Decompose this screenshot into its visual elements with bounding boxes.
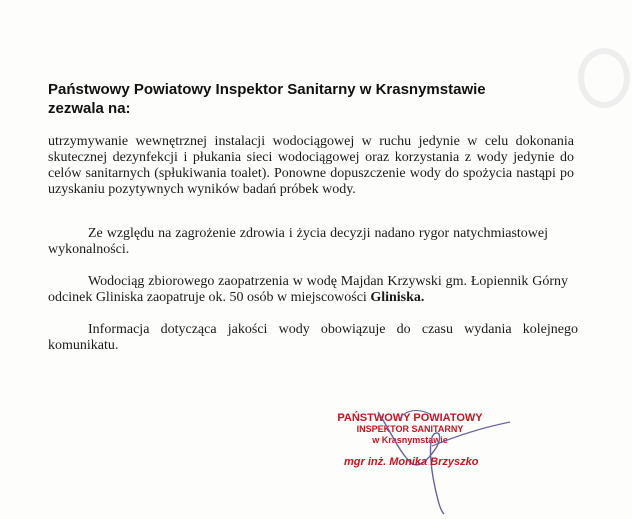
heading-authority: Państwowy Powiatowy Inspektor Sanitarny w Krasnymstawie	[48, 81, 486, 98]
stamp-line-2: INSPEKTOR SANITARNY	[356, 424, 464, 434]
signer-name: mgr inż. Monika Brzyszko	[344, 456, 479, 468]
stamp-line-1: PAŃSTWOWY POWIATOWY	[337, 412, 483, 424]
locality-name: Gliniska.	[370, 290, 425, 305]
waterworks-text: Wodociąg zbiorowego zaopatrzenia w wodę Majdan Krzywski gm. Łopiennik Górny odcinek Gliniska zaopatruje ok. 50 osób w miejscowości	[48, 274, 568, 305]
paragraph-permission: utrzymywanie wewnętrznej instalacji wodociągowej w ruchu jedynie w celu dokonania skutecznej dezynfekcji i płukania sieci wodociągowej oraz korzystania z wody jedynie do celów sanitarnych (spłukiwania toalet). Ponowne dopuszczenie wody do spożycia nastąpi po uzyskaniu pozytywnych wyników badań próbek wody.	[48, 134, 574, 197]
bleed-through-seal	[578, 48, 630, 108]
paragraph-validity: Informacja dotycząca jakości wody obowiązuje do czasu wydania kolejnego komunikatu.	[48, 322, 578, 353]
paragraph-waterworks	[48, 274, 568, 306]
stamp-line-3: w Krasnymstawie	[372, 435, 448, 445]
document-heading	[48, 80, 568, 118]
paragraph-enforcement: Ze względu na zagrożenie zdrowia i życia decyzji nadano rygor natychmiastowej wykonalności.	[48, 226, 548, 257]
heading-permits: zezwala na:	[48, 100, 131, 117]
